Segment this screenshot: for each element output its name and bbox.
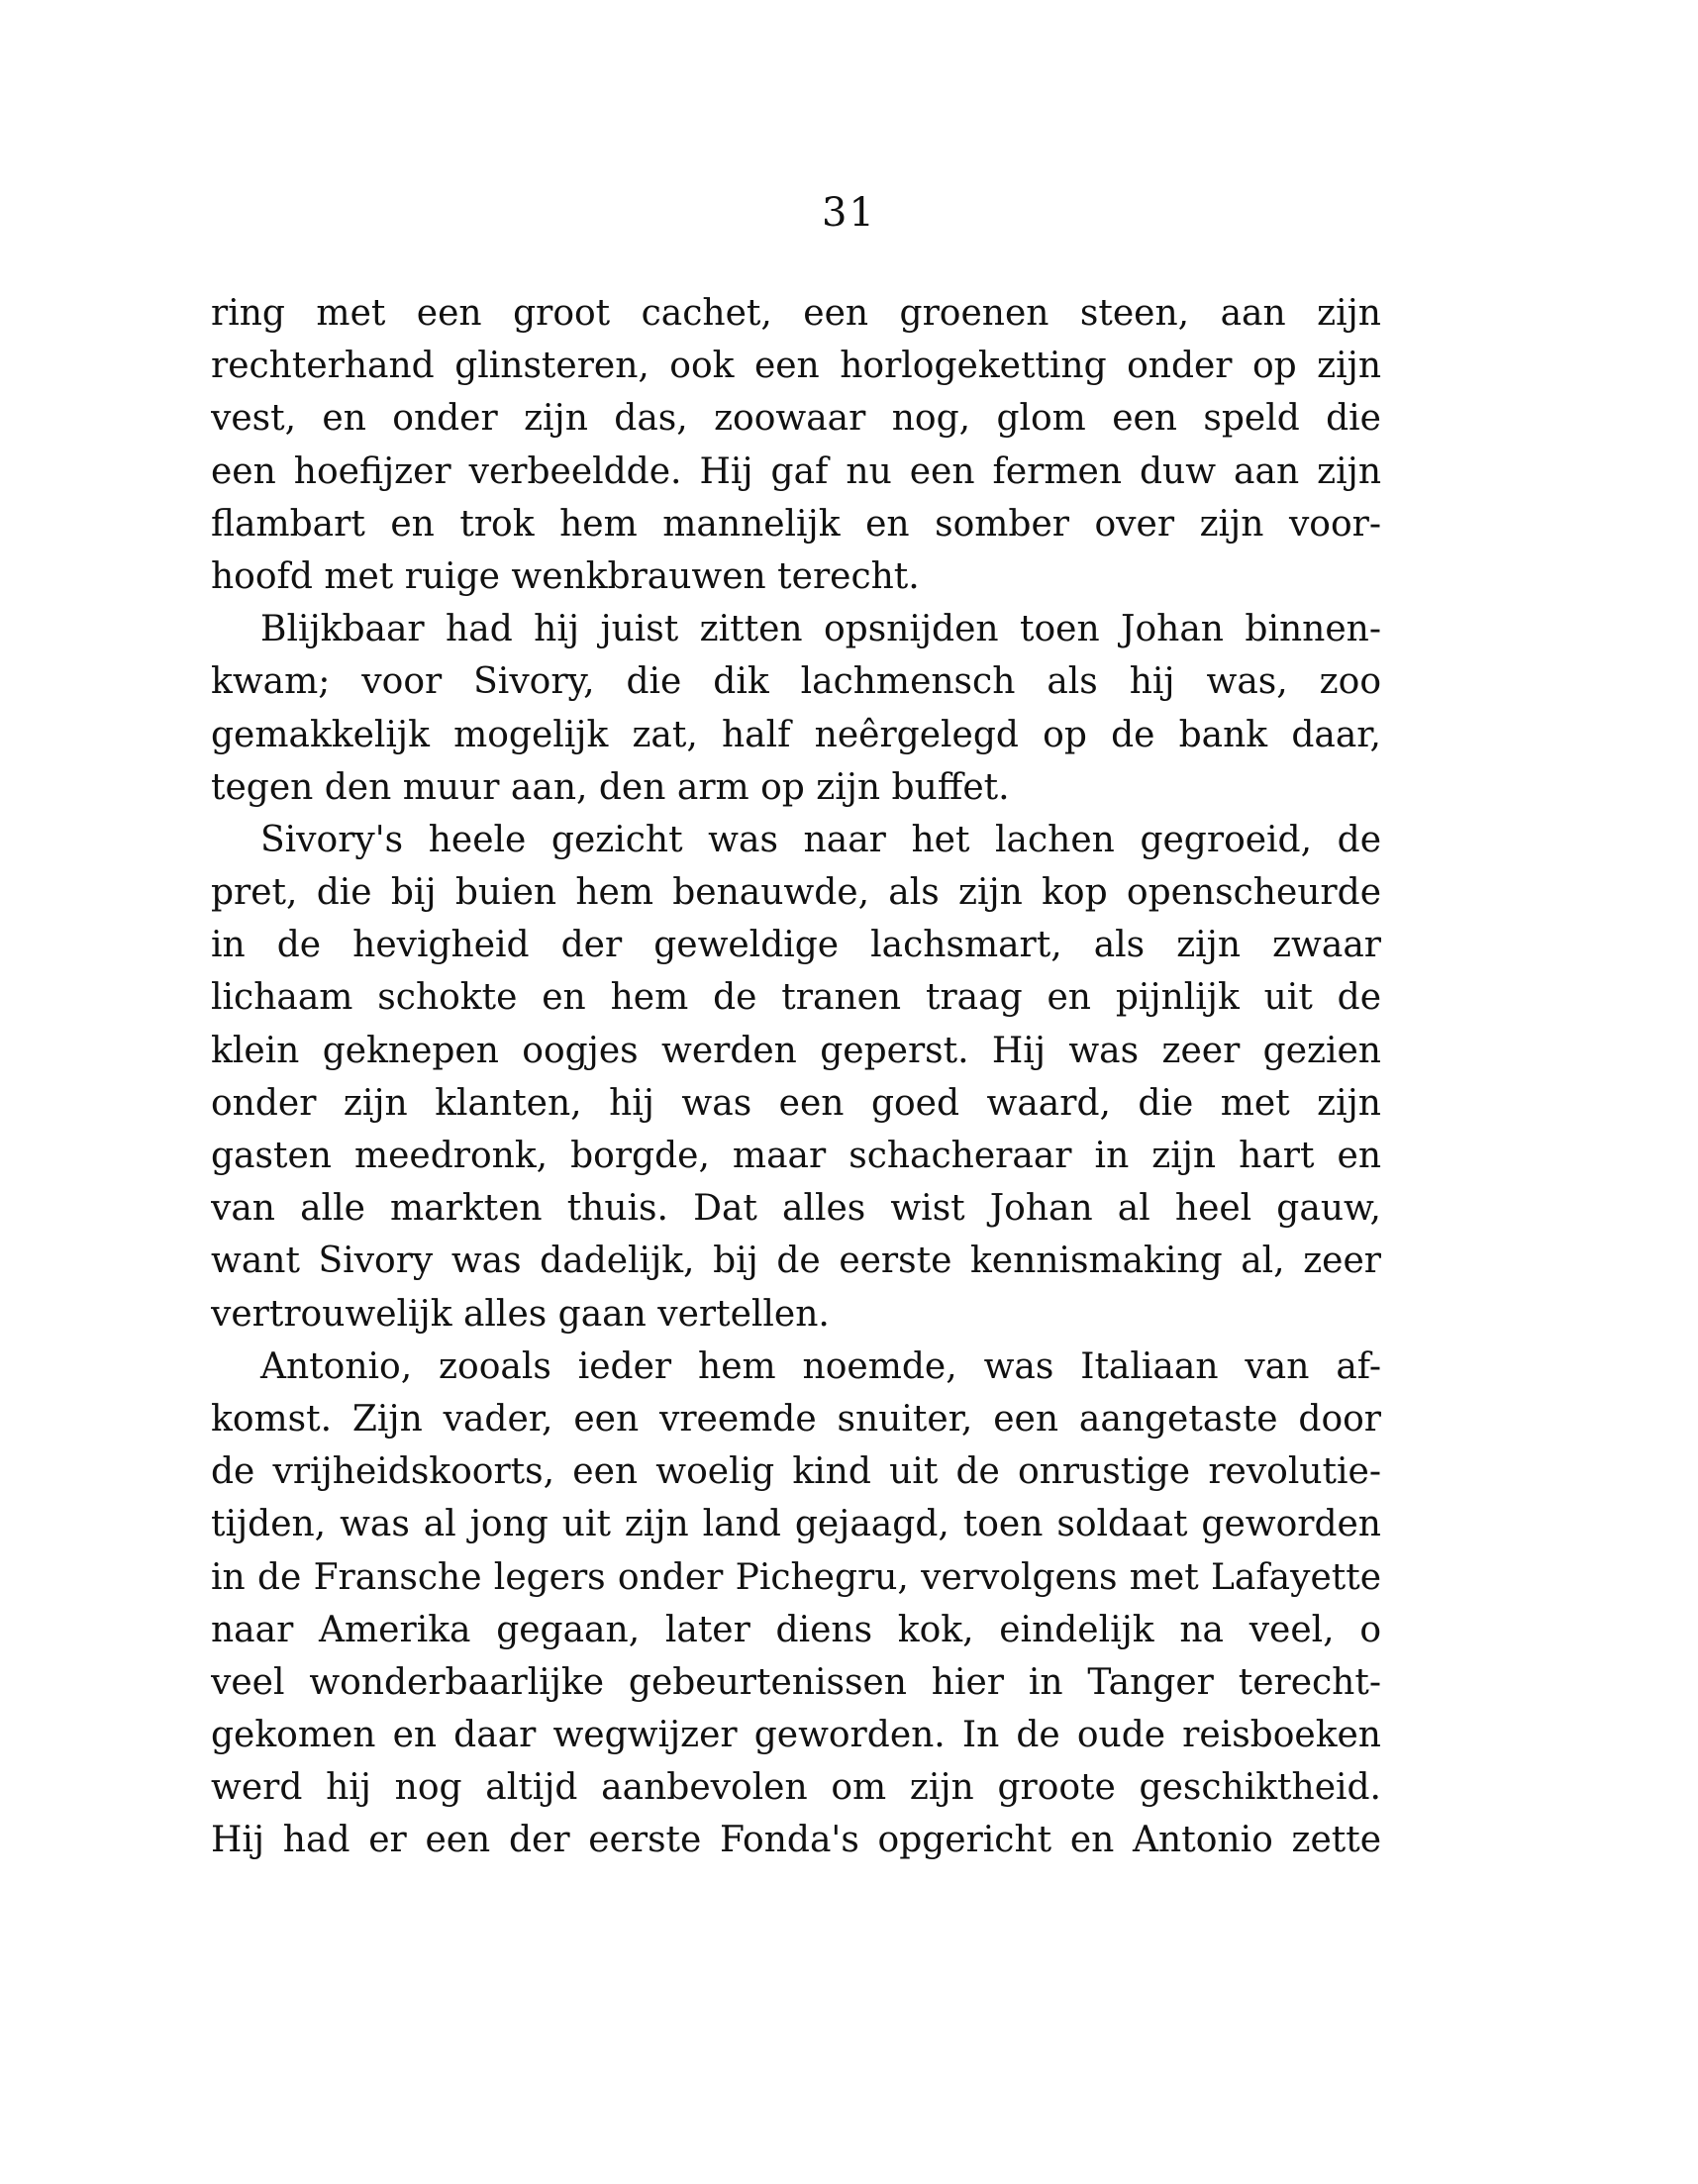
text-line: gekomen en daar wegwijzer geworden. In de oude reisboeken xyxy=(211,1715,1381,1756)
text-line: Antonio, zooals ieder hem noemde, was Italiaan van af- xyxy=(260,1345,1381,1387)
text-line: tijden, was al jong uit zijn land gejaagd, toen soldaat geworden xyxy=(211,1504,1381,1545)
text-line: in de Fransche legers onder Pichegru, vervolgens met Lafayette xyxy=(211,1556,1381,1598)
text-line: onder zijn klanten, hij was een goed waard, die met zijn xyxy=(211,1082,1381,1124)
text-line: kwam; voor Sivory, die dik lachmensch als hij was, zoo xyxy=(211,661,1381,703)
text-line: hoofd met ruige wenkbrauwen terecht. xyxy=(211,555,920,597)
text-line: lichaam schokte en hem de tranen traag en pijnlijk uit de xyxy=(211,977,1381,1019)
text-line: vertrouwelijk alles gaan vertellen. xyxy=(211,1293,830,1335)
text-line: de vrijheidskoorts, een woelig kind uit de onrustige revolutie- xyxy=(211,1451,1381,1493)
text-line: klein geknepen oogjes werden geperst. Hij was zeer gezien xyxy=(211,1030,1381,1071)
text-line: Sivory's heele gezicht was naar het lachen gegroeid, de xyxy=(260,819,1381,860)
text-line: vest, en onder zijn das, zoowaar nog, glom een speld die xyxy=(211,398,1381,440)
text-line: want Sivory was dadelijk, bij de eerste kennismaking al, zeer xyxy=(211,1241,1381,1282)
text-line: naar Amerika gegaan, later diens kok, eindelijk na veel, o xyxy=(211,1609,1381,1650)
text-line: veel wonderbaarlijke gebeurtenissen hier in Tanger terecht- xyxy=(211,1661,1381,1703)
text-line: gasten meedronk, borgde, maar schacheraar in zijn hart en xyxy=(211,1136,1381,1176)
text-line: ring met een groot cachet, een groenen steen, aan zijn xyxy=(211,293,1381,334)
text-line: Blijkbaar had hij juist zitten opsnijden toen Johan binnen- xyxy=(260,609,1381,650)
body-text xyxy=(211,287,1381,1867)
text-line: van alle markten thuis. Dat alles wist Johan al heel gauw, xyxy=(211,1188,1381,1230)
text-line: pret, die bij buien hem benauwde, als zijn kop openscheurde xyxy=(211,872,1381,914)
text-line: tegen den muur aan, den arm op zijn buffet. xyxy=(211,766,1010,808)
text-line: flambart en trok hem mannelijk en somber over zijn voor- xyxy=(211,503,1381,545)
text-line: gemakkelijk mogelijk zat, half neêrgelegd op de bank daar, xyxy=(211,714,1381,755)
text-line: komst. Zijn vader, een vreemde snuiter, een aangetaste door xyxy=(211,1398,1381,1439)
text-line: Hij had er een der eerste Fonda's opgericht en Antonio zette xyxy=(211,1820,1381,1861)
text-line: rechterhand glinsteren, ook een horlogeketting onder op zijn xyxy=(211,346,1381,387)
text-line: een hoefijzer verbeeldde. Hij gaf nu een fermen duw aan zijn xyxy=(211,450,1381,492)
text-line: werd hij nog altijd aanbevolen om zijn groote geschiktheid. xyxy=(211,1767,1381,1809)
text-line: in de hevigheid der geweldige lachsmart, als zijn zwaar xyxy=(211,925,1381,966)
page-number: 31 xyxy=(822,190,876,236)
